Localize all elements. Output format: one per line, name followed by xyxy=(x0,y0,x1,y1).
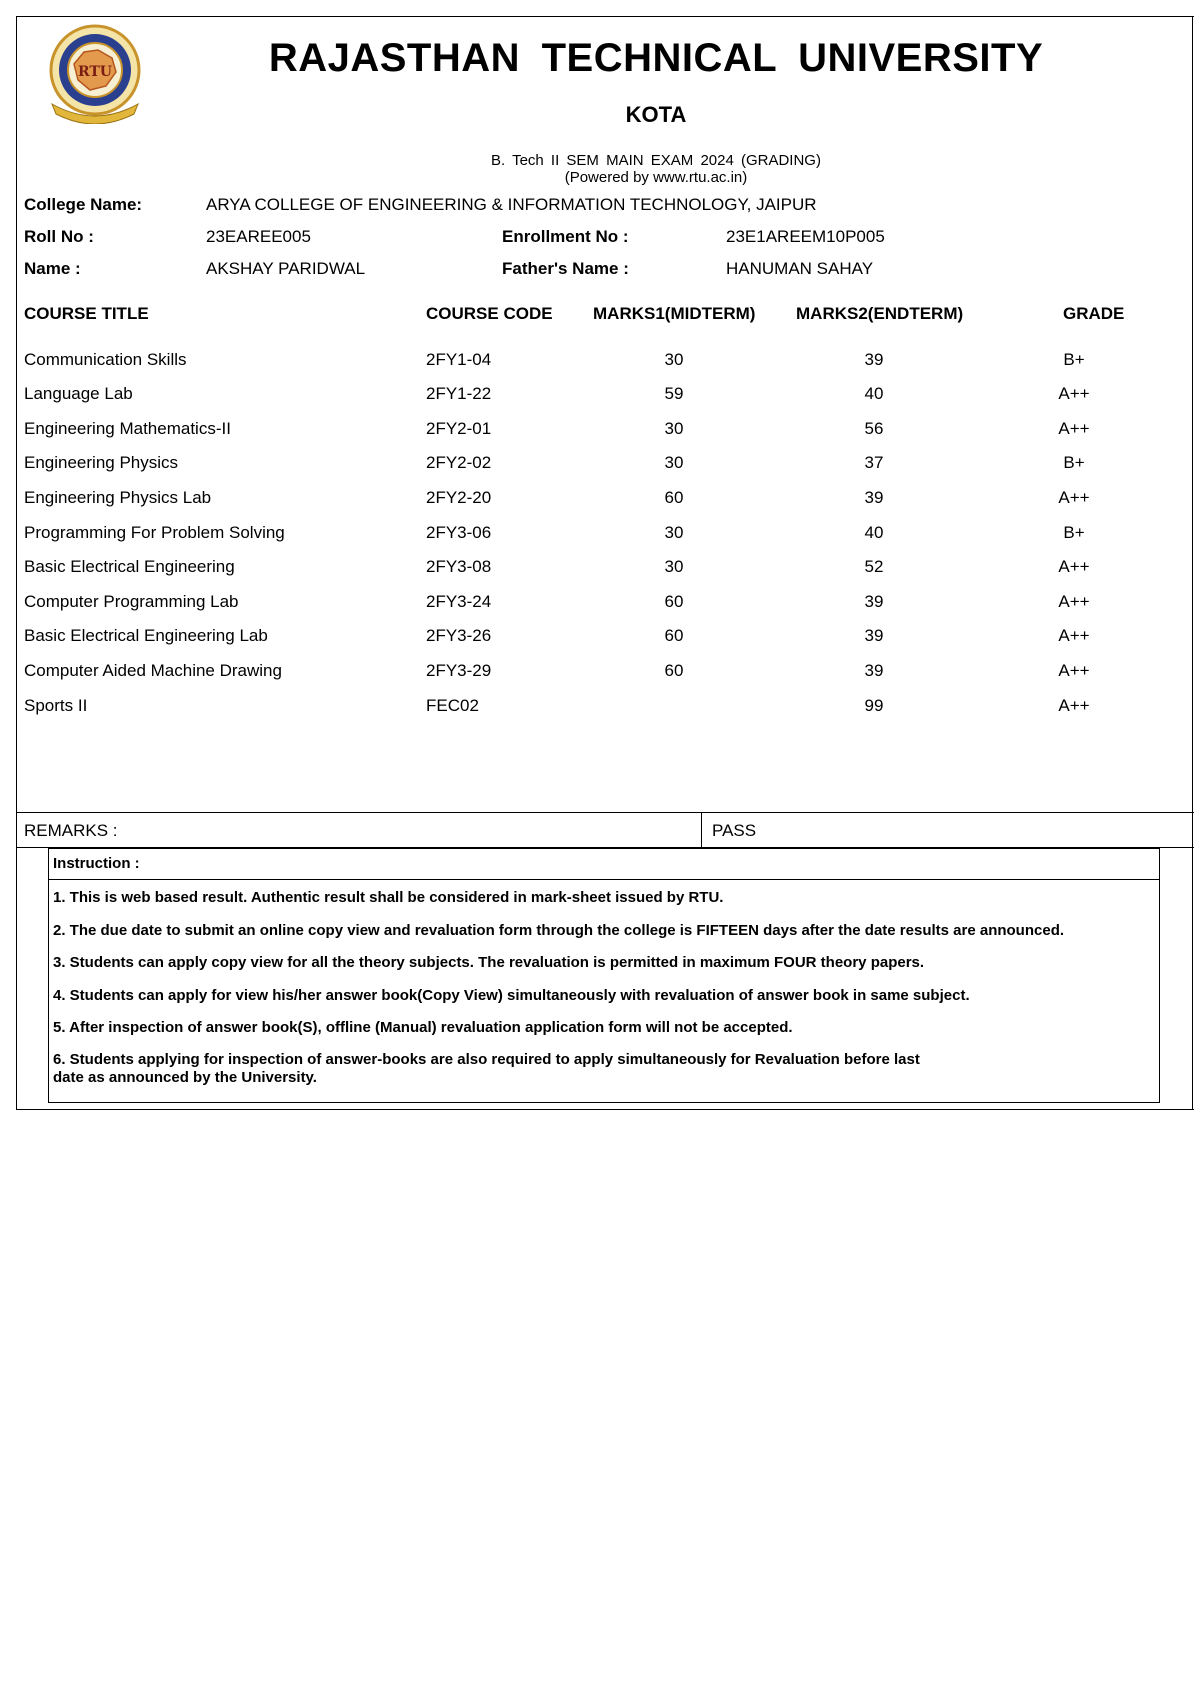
course-title: Engineering Mathematics-II xyxy=(24,419,231,438)
col-header-course-title: COURSE TITLE xyxy=(24,304,149,323)
table-row xyxy=(24,696,1184,726)
course-code: 2FY3-06 xyxy=(426,523,492,542)
grade: A++ xyxy=(1058,384,1090,403)
grade: A++ xyxy=(1058,557,1090,576)
grade: A++ xyxy=(1058,626,1090,645)
instructions-heading: Instruction : xyxy=(53,855,140,872)
marks-midterm: 30 xyxy=(664,557,684,576)
grade: A++ xyxy=(1058,696,1090,715)
table-row xyxy=(24,661,1184,691)
powered-by: (Powered by www.rtu.ac.in) xyxy=(564,169,748,186)
table-row xyxy=(24,488,1184,518)
grade: A++ xyxy=(1058,592,1090,611)
grade: B+ xyxy=(1063,453,1085,472)
course-code: FEC02 xyxy=(426,696,479,715)
marks-endterm: 99 xyxy=(864,696,884,715)
remarks-label: REMARKS : xyxy=(24,821,118,840)
instruction-item: date as announced by the University. xyxy=(53,1069,317,1086)
logo-monogram: RTU xyxy=(77,64,113,80)
college-value: ARYA COLLEGE OF ENGINEERING & INFORMATION TECHNOLOGY, JAIPUR xyxy=(206,195,817,214)
marks-endterm: 39 xyxy=(864,488,884,507)
marks-endterm: 56 xyxy=(864,419,884,438)
grade: A++ xyxy=(1058,419,1090,438)
col-header-marks2: MARKS2(ENDTERM) xyxy=(796,304,964,323)
roll-value: 23EAREE005 xyxy=(206,227,311,246)
instruction-item: 5. After inspection of answer book(S), offline (Manual) revaluation application form will not be accepted. xyxy=(53,1019,793,1036)
remarks-value: PASS xyxy=(712,821,757,840)
instruction-item: 6. Students applying for inspection of answer-books are also required to apply simultaneously for Revaluation before last xyxy=(53,1051,920,1068)
university-city: KOTA xyxy=(625,102,687,127)
table-row xyxy=(24,384,1184,414)
table-row xyxy=(24,557,1184,587)
marks-midterm: 60 xyxy=(664,661,684,680)
course-code: 2FY1-04 xyxy=(426,350,492,369)
sheet-border-bottom xyxy=(16,1109,1194,1110)
table-row xyxy=(24,592,1184,622)
course-title: Communication Skills xyxy=(24,350,187,369)
course-title: Computer Aided Machine Drawing xyxy=(24,661,282,680)
grade: B+ xyxy=(1063,350,1085,369)
enrollment-value: 23E1AREEM10P005 xyxy=(726,227,885,246)
course-code: 2FY1-22 xyxy=(426,384,492,403)
marks-midterm: 60 xyxy=(664,592,684,611)
table-row xyxy=(24,626,1184,656)
roll-label: Roll No : xyxy=(24,227,94,246)
marks-endterm: 39 xyxy=(864,350,884,369)
course-code: 2FY2-01 xyxy=(426,419,492,438)
name-label: Name : xyxy=(24,259,81,278)
marks-midterm: 60 xyxy=(664,626,684,645)
father-name-label: Father's Name : xyxy=(502,259,629,278)
university-name: RAJASTHAN TECHNICAL UNIVERSITY xyxy=(268,36,1044,80)
col-header-marks1: MARKS1(MIDTERM) xyxy=(593,304,756,323)
marks-endterm: 40 xyxy=(864,523,884,542)
course-code: 2FY3-08 xyxy=(426,557,492,576)
table-row xyxy=(24,453,1184,483)
grade: A++ xyxy=(1058,488,1090,507)
marks-midterm: 59 xyxy=(664,384,684,403)
instruction-item: 1. This is web based result. Authentic result shall be considered in mark-sheet issued by RTU. xyxy=(53,889,724,906)
marks-midterm: 30 xyxy=(664,453,684,472)
table-row xyxy=(24,419,1184,449)
course-code: 2FY3-26 xyxy=(426,626,492,645)
marks-endterm: 40 xyxy=(864,384,884,403)
marks-endterm: 39 xyxy=(864,626,884,645)
course-title: Language Lab xyxy=(24,384,133,403)
grade: B+ xyxy=(1063,523,1085,542)
instruction-item: 4. Students can apply for view his/her answer book(Copy View) simultaneously with revaluation of answer book in same subject. xyxy=(53,987,970,1004)
course-title: Basic Electrical Engineering xyxy=(24,557,235,576)
enrollment-label: Enrollment No : xyxy=(502,227,629,246)
sheet-border-top xyxy=(16,16,1194,17)
course-code: 2FY3-29 xyxy=(426,661,492,680)
course-title: Engineering Physics xyxy=(24,453,179,472)
marks-midterm: 30 xyxy=(664,523,684,542)
col-header-course-code: COURSE CODE xyxy=(426,304,553,323)
course-title: Basic Electrical Engineering Lab xyxy=(24,626,268,645)
marks-endterm: 39 xyxy=(864,592,884,611)
course-code: 2FY3-24 xyxy=(426,592,492,611)
father-name-value: HANUMAN SAHAY xyxy=(726,259,874,278)
marks-endterm: 39 xyxy=(864,661,884,680)
table-row xyxy=(24,350,1184,380)
col-header-grade: GRADE xyxy=(1063,304,1125,323)
course-code: 2FY2-02 xyxy=(426,453,492,472)
course-title: Programming For Problem Solving xyxy=(24,523,285,542)
marks-midterm: 30 xyxy=(664,419,684,438)
course-title: Engineering Physics Lab xyxy=(24,488,212,507)
table-row xyxy=(24,523,1184,553)
course-title: Computer Programming Lab xyxy=(24,592,239,611)
exam-title: B. Tech II SEM MAIN EXAM 2024 (GRADING) xyxy=(491,152,821,169)
course-code: 2FY2-20 xyxy=(426,488,492,507)
marks-endterm: 37 xyxy=(864,453,884,472)
marks-midterm: 30 xyxy=(664,350,684,369)
college-label: College Name: xyxy=(24,195,143,214)
grade: A++ xyxy=(1058,661,1090,680)
name-value: AKSHAY PARIDWAL xyxy=(206,259,366,278)
instruction-item: 3. Students can apply copy view for all the theory subjects. The revaluation is permitted in maximum FOUR theory papers. xyxy=(53,954,925,971)
marks-midterm: 60 xyxy=(664,488,684,507)
marks-endterm: 52 xyxy=(864,557,884,576)
course-title: Sports II xyxy=(24,696,88,715)
instruction-item: 2. The due date to submit an online copy view and revaluation form through the college is FIFTEEN days after the date results are announced. xyxy=(53,922,1065,939)
